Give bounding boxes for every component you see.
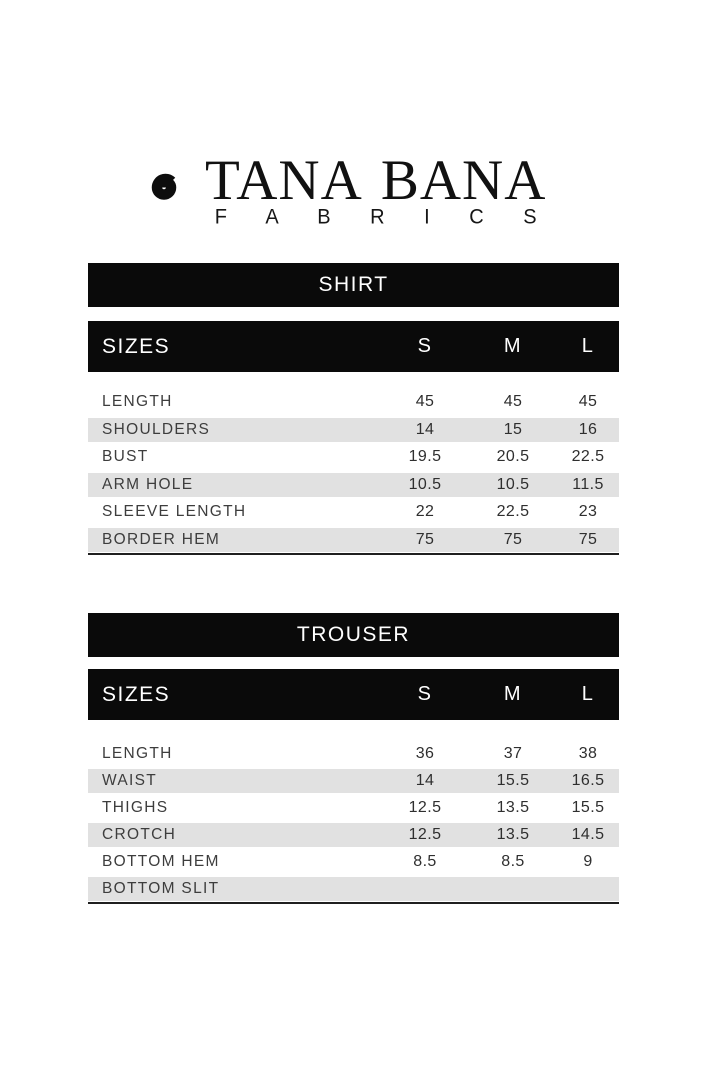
trouser-sizes-header [88, 669, 619, 720]
row-value: 22.5 [496, 502, 530, 520]
size-column-l: L [581, 335, 595, 357]
shirt-title: SHIRT [318, 273, 389, 296]
row-value: 13.5 [496, 826, 530, 843]
row-value: 14 [415, 772, 435, 789]
row-value: 45 [503, 392, 523, 410]
brand-name: TANA BANA [205, 149, 547, 212]
row-value: 22.5 [571, 447, 605, 465]
table-row [88, 848, 619, 875]
row-value: 22 [415, 502, 435, 520]
row-value: 45 [415, 392, 435, 410]
row-value: 9 [583, 852, 593, 870]
row-value: 45 [578, 392, 598, 410]
row-value: 19.5 [408, 447, 442, 465]
row-label: BOTTOM HEM [102, 852, 220, 870]
row-value: 8.5 [501, 852, 525, 870]
row-label: SLEEVE LENGTH [102, 502, 247, 520]
row-value: 20.5 [496, 447, 530, 465]
trouser-table-bottom-rule [88, 902, 619, 904]
row-label: LENGTH [102, 392, 173, 410]
table-row [88, 388, 619, 416]
size-column-m: M [503, 335, 523, 357]
brand-logo [138, 149, 554, 229]
row-value: 37 [503, 744, 523, 762]
row-value: 14 [415, 420, 435, 438]
shirt-size-table [88, 263, 619, 555]
row-value: 38 [578, 744, 598, 762]
row-value: 36 [415, 744, 435, 762]
row-value: 12.5 [408, 798, 442, 816]
row-value: 23 [578, 502, 598, 520]
row-label: ARM HOLE [102, 475, 194, 493]
row-label: BUST [102, 447, 149, 465]
table-row [88, 416, 619, 444]
table-row [88, 875, 619, 902]
table-row [88, 471, 619, 499]
row-value: 8.5 [413, 852, 437, 870]
row-value: 14.5 [571, 826, 605, 843]
row-label: THIGHS [102, 798, 169, 816]
row-value: 10.5 [408, 475, 442, 493]
row-value: 16.5 [571, 772, 605, 789]
row-label: LENGTH [102, 744, 173, 762]
brand-tagline: F A B R I C S [214, 205, 554, 229]
table-row [88, 498, 619, 526]
spiral-icon [138, 160, 188, 210]
sizes-header-label: SIZES [102, 334, 171, 358]
row-value: 11.5 [572, 475, 604, 493]
trouser-title: TROUSER [296, 623, 411, 646]
row-value: 16 [578, 420, 598, 438]
row-label: CROTCH [102, 826, 177, 843]
sizes-header-label: SIZES [102, 682, 171, 706]
shirt-table-bottom-rule [88, 553, 619, 555]
table-row [88, 740, 619, 767]
row-value: 15.5 [496, 772, 530, 789]
shirt-sizes-header [88, 321, 619, 372]
table-row [88, 794, 619, 821]
row-value: 12.5 [408, 826, 442, 843]
size-column-s: S [417, 683, 433, 705]
row-value: 75 [415, 530, 435, 548]
shirt-rows [88, 388, 619, 553]
row-label: BOTTOM SLIT [102, 880, 220, 897]
row-value: 15.5 [571, 798, 605, 816]
row-label: WAIST [102, 772, 158, 789]
size-column-l: L [581, 683, 595, 705]
table-row [88, 821, 619, 848]
table-row [88, 443, 619, 471]
size-column-s: S [417, 335, 433, 357]
brand-text-block [205, 149, 554, 229]
trouser-size-table [88, 613, 619, 904]
shirt-title-bar [88, 263, 619, 307]
row-label: BORDER HEM [102, 530, 221, 548]
row-value: 75 [503, 530, 523, 548]
size-column-m: M [503, 683, 523, 705]
table-row [88, 526, 619, 554]
row-value: 13.5 [496, 798, 530, 816]
row-value: 10.5 [496, 475, 530, 493]
trouser-title-bar [88, 613, 619, 657]
row-label: SHOULDERS [102, 420, 211, 438]
row-value: 75 [578, 530, 598, 548]
trouser-rows [88, 740, 619, 902]
row-value: 15 [503, 420, 523, 438]
table-row [88, 767, 619, 794]
